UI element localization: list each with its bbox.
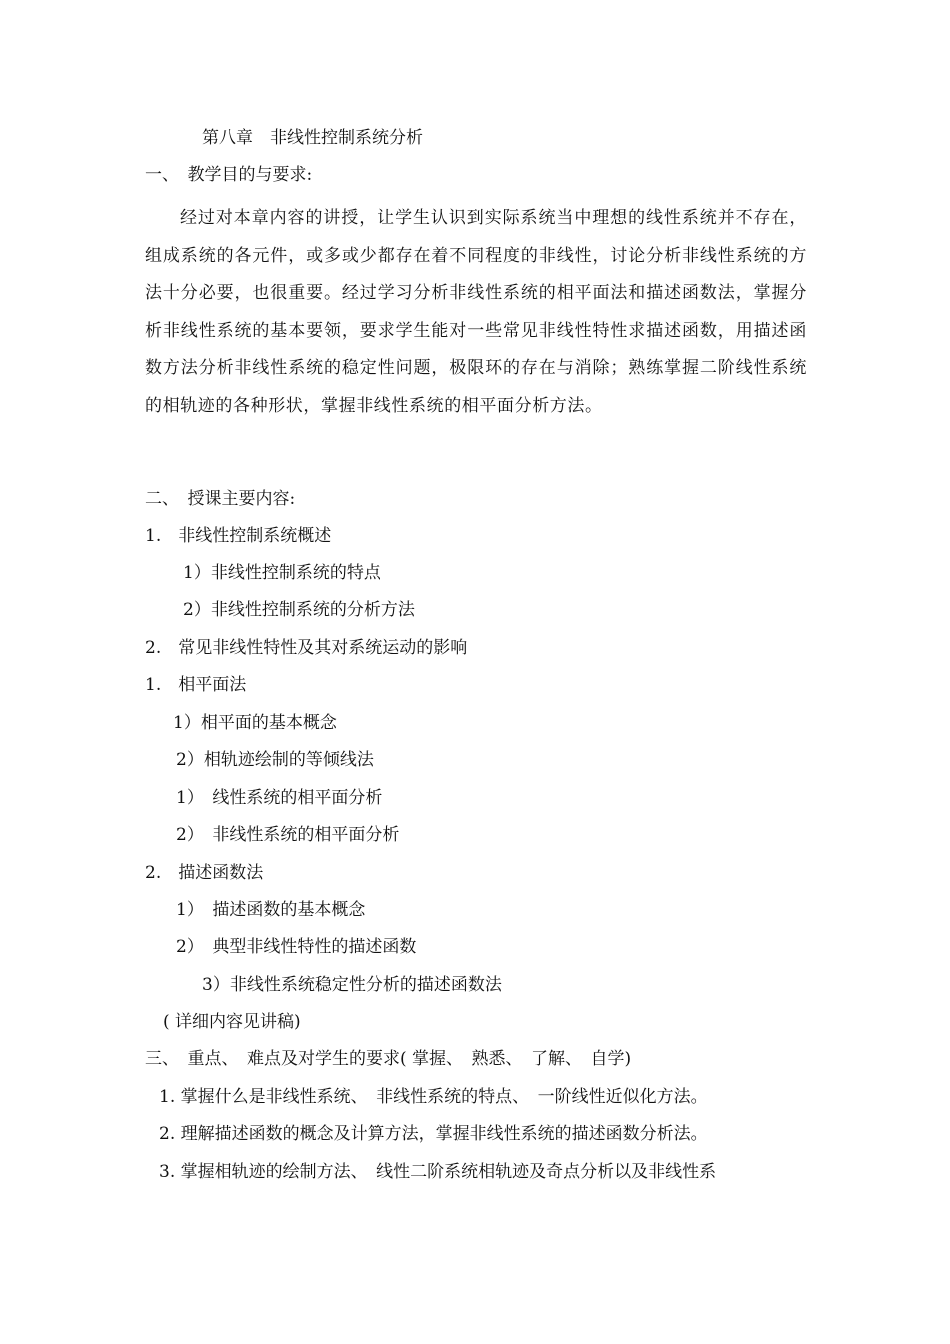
requirement-item: 1. 掌握什么是非线性系统、 非线性系统的特点、 一阶线性近似化方法。 bbox=[159, 1087, 708, 1107]
outline-item: 1） 线性系统的相平面分析 bbox=[176, 788, 383, 808]
section-heading-content: 二、 授课主要内容: bbox=[145, 489, 296, 509]
outline-item: 3）非线性系统稳定性分析的描述函数法 bbox=[202, 975, 502, 995]
outline-item: 1）非线性控制系统的特点 bbox=[183, 563, 381, 583]
outline-item: 2） 典型非线性特性的描述函数 bbox=[176, 937, 417, 957]
outline-item: 2. 常见非线性特性及其对系统运动的影响 bbox=[145, 638, 468, 658]
outline-item: 1） 描述函数的基本概念 bbox=[176, 900, 366, 920]
requirement-item: 3. 掌握相轨迹的绘制方法、 线性二阶系统相轨迹及奇点分析以及非线性系 bbox=[159, 1162, 717, 1182]
objectives-paragraph: 经过对本章内容的讲授，让学生认识到实际系统当中理想的线性系统并不存在，组成系统的各元件，或多或少都存在着不同程度的非线性，讨论分析非线性系统的方法十分必要，也很重要。经过学习分析非线性系统的相平面法和描述函数法，掌握分析非线性系统的基本要领，要求学生能对一些常见非线性特性求描述函数，用描述函数方法分析非线性系统的稳定性问题，极限环的存在与消除；熟练掌握二阶线性系统的相轨迹的各种形状，掌握非线性系统的相平面分析方法。 bbox=[145, 208, 807, 416]
outline-item: 2）相轨迹绘制的等倾线法 bbox=[176, 750, 374, 770]
requirement-item: 2. 理解描述函数的概念及计算方法，掌握非线性系统的描述函数分析法。 bbox=[159, 1124, 708, 1144]
outline-item: 1）相平面的基本概念 bbox=[173, 713, 337, 733]
chapter-title: 第八章 非线性控制系统分析 bbox=[202, 128, 423, 148]
outline-item: 1. 相平面法 bbox=[145, 675, 247, 695]
outline-item: 2. 描述函数法 bbox=[145, 863, 264, 883]
outline-item: 2） 非线性系统的相平面分析 bbox=[176, 825, 400, 845]
section-heading-objectives: 一、 教学目的与要求: bbox=[145, 165, 313, 185]
lecture-note: ( 详细内容见讲稿) bbox=[163, 1012, 301, 1032]
outline-item: 2）非线性控制系统的分析方法 bbox=[183, 600, 415, 620]
outline-item: 1. 非线性控制系统概述 bbox=[145, 526, 332, 546]
section-heading-requirements: 三、 重点、 难点及对学生的要求( 掌握、 熟悉、 了解、 自学) bbox=[145, 1049, 632, 1069]
